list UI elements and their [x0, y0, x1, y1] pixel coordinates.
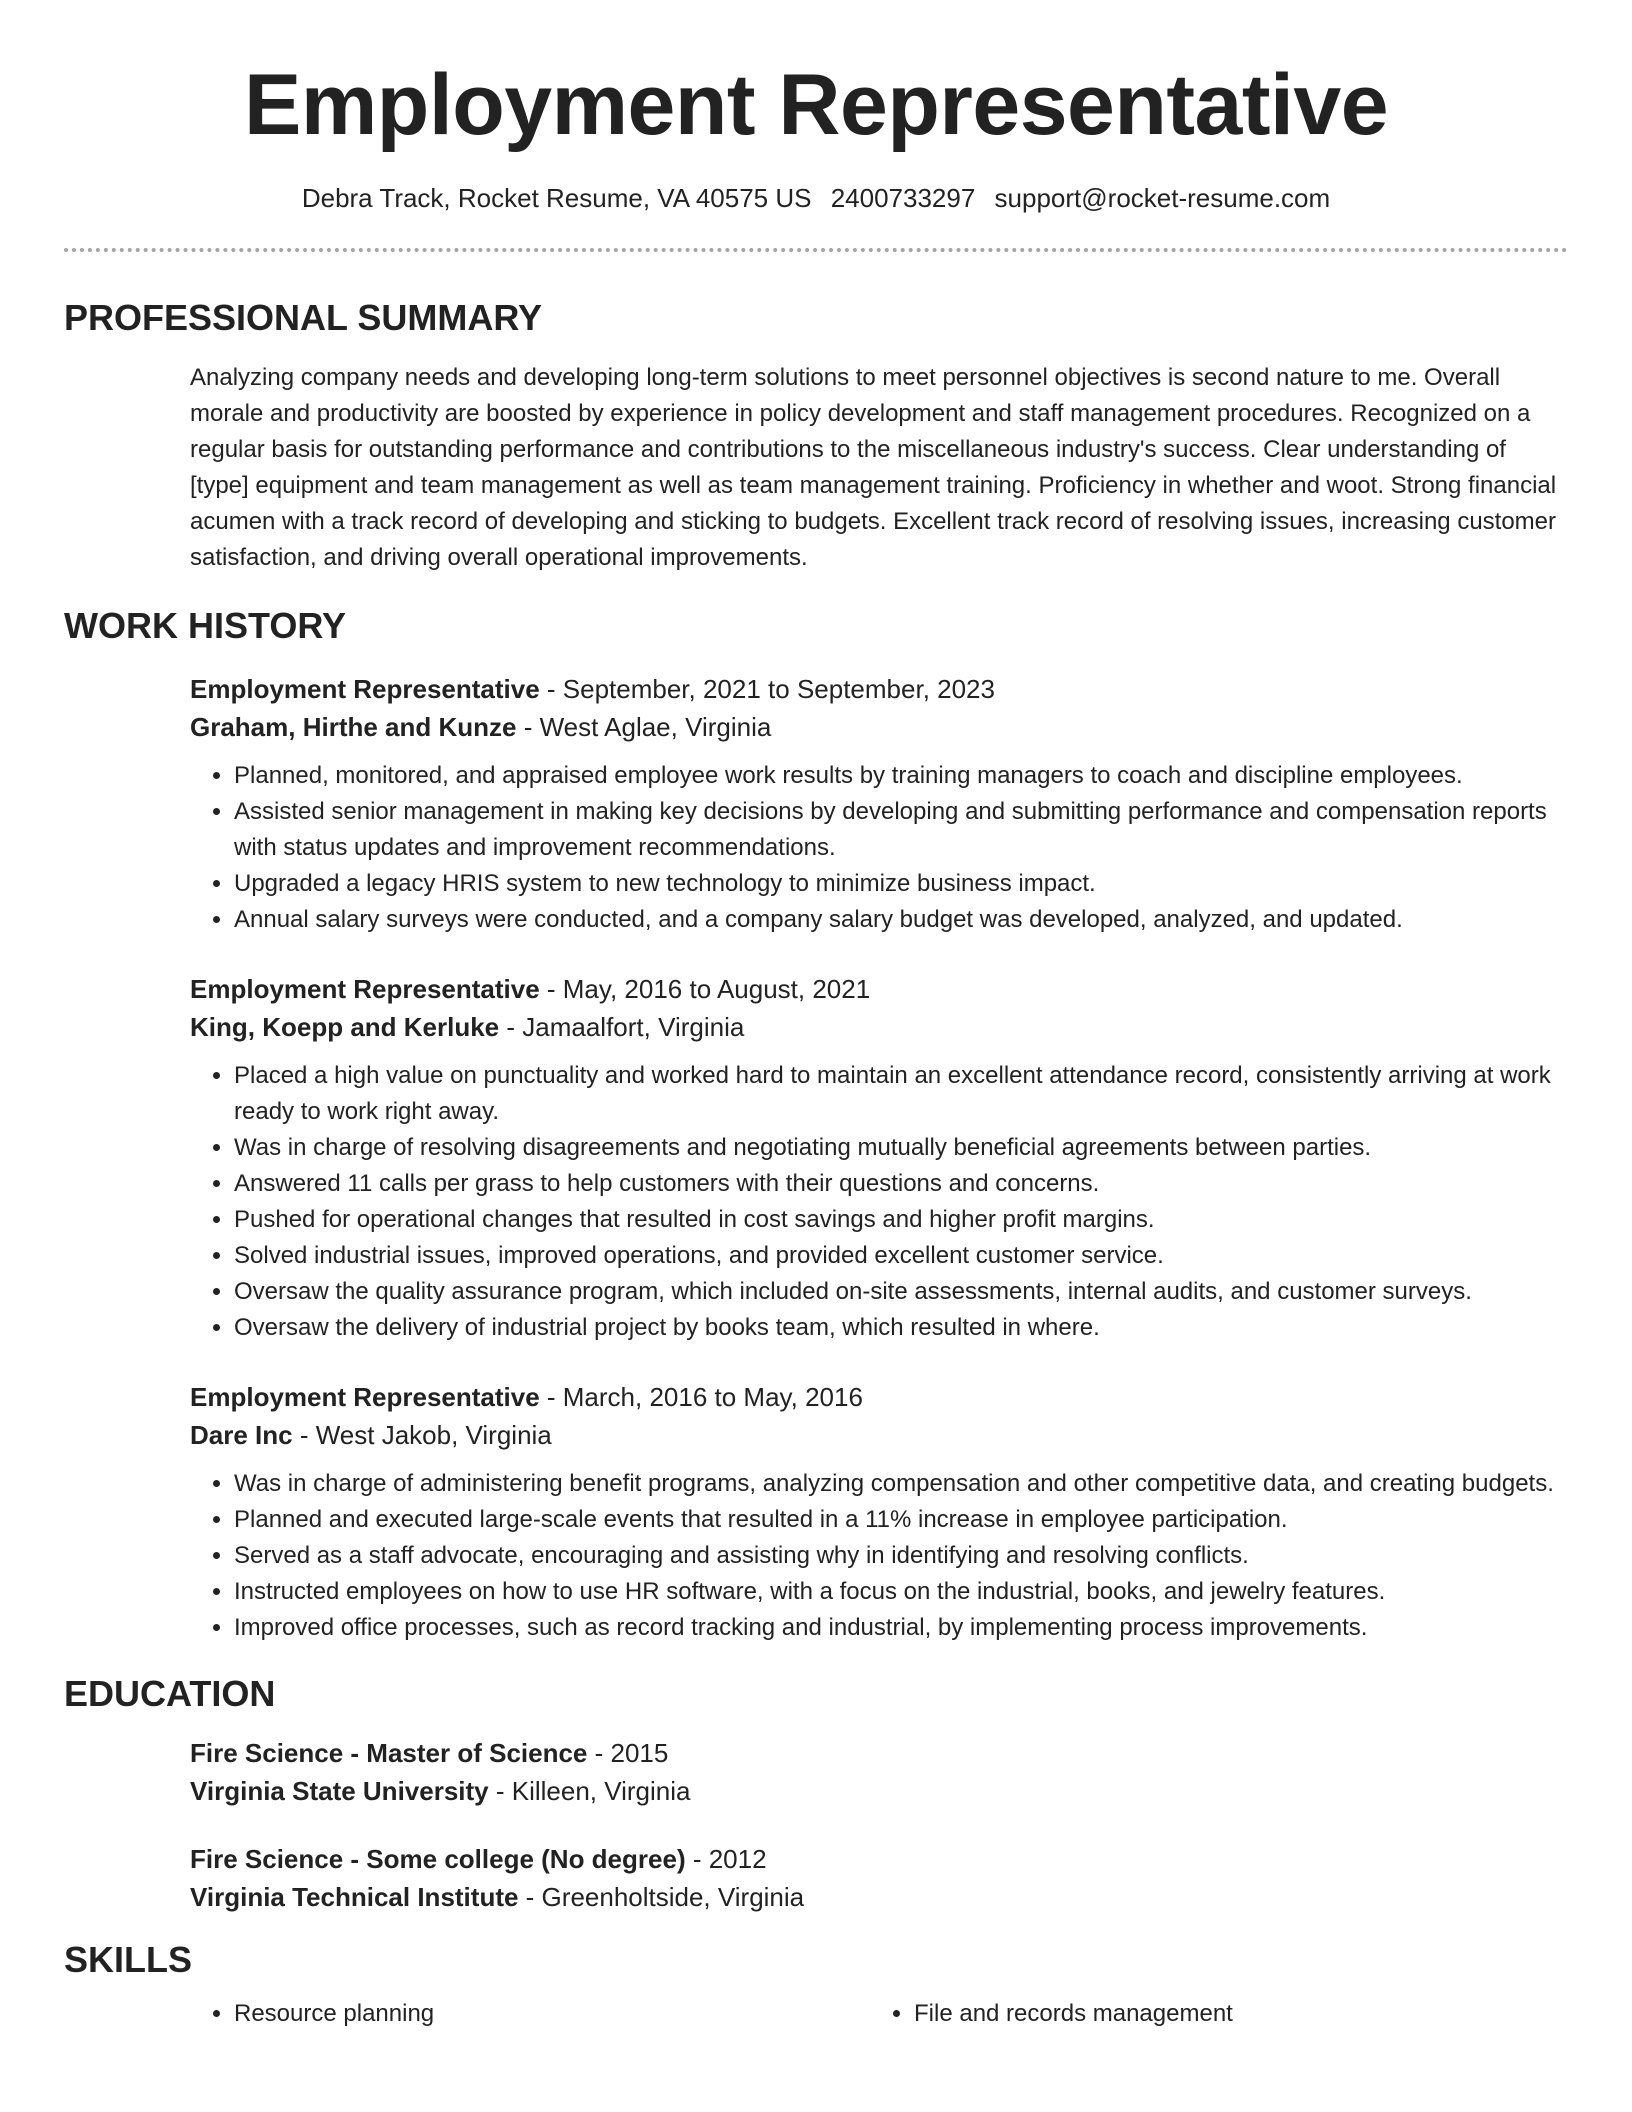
list-item: • Planned and executed large-scale events that resulted in a 11% increase in employee participation.	[234, 1502, 1568, 1538]
education-section	[64, 1672, 1568, 1916]
skills-right-list	[870, 1996, 1550, 2032]
degree-line	[190, 1840, 1568, 1878]
work-history-heading: WORK HISTORY	[64, 605, 347, 646]
job-title-line	[190, 970, 1568, 1008]
degree: Fire Science - Master of Science	[190, 1738, 588, 1768]
list-item: • Placed a high value on punctuality and worked hard to maintain an excellent attendance record, consistently arriving at work ready to work right away.	[234, 1058, 1568, 1130]
list-item: • Answered 11 calls per grass to help customers with their questions and concerns.	[234, 1166, 1568, 1202]
degree-year: - 2012	[685, 1844, 767, 1874]
resume-title: Employment Representative	[243, 57, 1389, 153]
header-divider	[64, 248, 1568, 252]
education-entry	[190, 1840, 1568, 1916]
list-item: • Improved office processes, such as record tracking and industrial, by implementing process improvements.	[234, 1610, 1568, 1646]
contact-line	[64, 182, 1568, 214]
school-location: - Killeen, Virginia	[488, 1776, 691, 1806]
list-item: • Planned, monitored, and appraised employee work results by training managers to coach and discipline employees.	[234, 758, 1568, 794]
skills-section	[64, 1938, 1568, 2032]
school: Virginia State University	[190, 1776, 489, 1806]
job-company: Dare Inc	[190, 1420, 293, 1450]
job-bullets	[190, 1058, 1568, 1346]
list-item: • Served as a staff advocate, encouraging and assisting why in identifying and resolving conflicts.	[234, 1538, 1568, 1574]
contact-phone: 2400733297	[830, 183, 976, 213]
education-heading: EDUCATION	[64, 1673, 276, 1714]
job-entry	[190, 1378, 1568, 1646]
job-location: - West Aglae, Virginia	[516, 712, 772, 742]
resume-page	[64, 0, 1568, 2032]
job-title: Employment Representative	[190, 674, 540, 704]
job-bullets	[190, 1466, 1568, 1646]
work-history-section	[64, 604, 1568, 1646]
school-line	[190, 1878, 1568, 1916]
degree: Fire Science - Some college (No degree)	[190, 1844, 686, 1874]
list-item: • Annual salary surveys were conducted, and a company salary budget was developed, analyzed, and updated.	[234, 902, 1568, 938]
list-item: • Oversaw the delivery of industrial project by books team, which resulted in where.	[234, 1310, 1568, 1346]
job-bullets	[190, 758, 1568, 938]
list-item: • Solved industrial issues, improved operations, and provided excellent customer service.	[234, 1238, 1568, 1274]
degree-year: - 2015	[587, 1738, 669, 1768]
skills-heading: SKILLS	[64, 1939, 193, 1980]
list-item: • Assisted senior management in making key decisions by developing and submitting performance and compensation reports with status updates and improvement recommendations.	[234, 794, 1568, 866]
list-item: • Was in charge of administering benefit programs, analyzing compensation and other competitive data, and creating budgets.	[234, 1466, 1568, 1502]
list-item: • Pushed for operational changes that resulted in cost savings and higher profit margins.	[234, 1202, 1568, 1238]
job-title-line	[190, 670, 1568, 708]
list-item: • Was in charge of resolving disagreements and negotiating mutually beneficial agreements between parties.	[234, 1130, 1568, 1166]
list-item: • Instructed employees on how to use HR software, with a focus on the industrial, books, and jewelry features.	[234, 1574, 1568, 1610]
skill-item: • Resource planning	[234, 1996, 870, 2032]
job-location: - Jamaalfort, Virginia	[499, 1012, 745, 1042]
school: Virginia Technical Institute	[190, 1882, 519, 1912]
summary-text: Analyzing company needs and developing long-term solutions to meet personnel objectives is second nature to me. Overall morale and productivity are boosted by experience in policy development and staff management procedures. Recognized on a regular basis for outstanding performance and contributions to the miscellaneous industry's success. Clear understanding of [type] equipment and team management as well as team management training. Proficiency in whether and woot. Strong financial acumen with a track record of developing and sticking to budgets. Excellent track record of resolving issues, increasing customer satisfaction, and driving overall operational improvements.	[190, 364, 1557, 571]
job-title: Employment Representative	[190, 1382, 540, 1412]
school-line	[190, 1772, 1568, 1810]
job-entry	[190, 670, 1568, 938]
job-company-line	[190, 708, 1568, 746]
summary-heading: PROFESSIONAL SUMMARY	[64, 297, 543, 338]
skills-left-list	[190, 1996, 870, 2032]
job-dates: - September, 2021 to September, 2023	[539, 674, 995, 704]
degree-line	[190, 1734, 1568, 1772]
job-company: Graham, Hirthe and Kunze	[190, 712, 517, 742]
job-title: Employment Representative	[190, 974, 540, 1004]
job-company: King, Koepp and Kerluke	[190, 1012, 500, 1042]
school-location: - Greenholtside, Virginia	[518, 1882, 805, 1912]
job-company-line	[190, 1008, 1568, 1046]
education-entry	[190, 1734, 1568, 1810]
job-entry	[190, 970, 1568, 1346]
skill-item: • File and records management	[914, 1996, 1550, 2032]
summary-section	[64, 296, 1568, 576]
list-item: • Upgraded a legacy HRIS system to new technology to minimize business impact.	[234, 866, 1568, 902]
job-location: - West Jakob, Virginia	[292, 1420, 552, 1450]
job-title-line	[190, 1378, 1568, 1416]
contact-address: Debra Track, Rocket Resume, VA 40575 US	[301, 183, 812, 213]
list-item: • Oversaw the quality assurance program, which included on-site assessments, internal audits, and customer surveys.	[234, 1274, 1568, 1310]
skills-grid	[190, 1996, 1568, 2032]
job-company-line	[190, 1416, 1568, 1454]
job-dates: - March, 2016 to May, 2016	[539, 1382, 863, 1412]
job-dates: - May, 2016 to August, 2021	[539, 974, 871, 1004]
contact-email: support@rocket-resume.com	[994, 183, 1331, 213]
